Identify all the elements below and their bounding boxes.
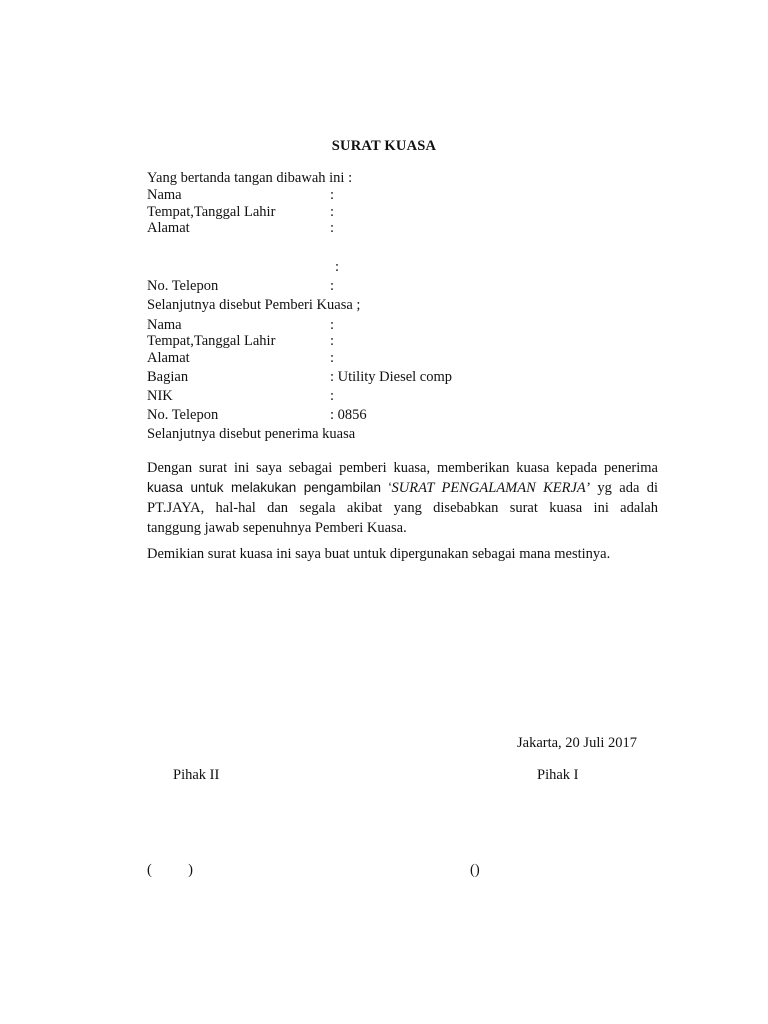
- party-one-label: Pihak I: [537, 767, 579, 783]
- giver-nama-value: :: [330, 187, 335, 203]
- receiver-nik-value: :: [330, 388, 335, 404]
- receiver-nik-row: [147, 388, 334, 405]
- party-two-signature: ( ): [147, 862, 193, 878]
- body-line-3: PT.JAYA, hal-hal dan segala akibat yang disebabkan surat kuasa ini adalah: [147, 500, 658, 516]
- receiver-closing: Selanjutnya disebut penerima kuasa: [147, 426, 356, 442]
- body-line-4: tanggung jawab sepenuhnya Pemberi Kuasa.: [147, 520, 407, 536]
- giver-nama-row: [147, 187, 334, 204]
- receiver-bagian-label: Bagian: [147, 369, 189, 385]
- body-line-2-end: yg ada di: [590, 480, 658, 496]
- giver-nama-label: Nama: [147, 187, 182, 203]
- giver-alamat-continuation: :: [335, 259, 340, 275]
- intro-text: Yang bertanda tangan dibawah ini :: [147, 170, 353, 186]
- receiver-alamat-label: Alamat: [147, 350, 190, 366]
- receiver-telepon-value: : 0856: [330, 407, 367, 423]
- receiver-ttl-value: :: [330, 333, 335, 349]
- giver-alamat-value: :: [330, 220, 335, 236]
- body-line-1: Dengan surat ini saya sebagai pemberi kuasa, memberikan kuasa kepada penerima: [147, 460, 658, 476]
- giver-telepon-value: :: [330, 278, 335, 294]
- receiver-ttl-row: [147, 333, 334, 350]
- giver-closing: Selanjutnya disebut Pemberi Kuasa ;: [147, 297, 361, 313]
- giver-ttl-row: [147, 204, 334, 221]
- giver-alamat-row: [147, 220, 334, 237]
- body-paragraph: [147, 458, 658, 538]
- closing-paragraph: Demikian surat kuasa ini saya buat untuk dipergunakan sebagai mana mestinya.: [147, 546, 611, 562]
- receiver-nama-label: Nama: [147, 317, 182, 333]
- document-title: SURAT KUASA: [331, 138, 437, 154]
- place-date: Jakarta, 20 Juli 2017: [517, 735, 638, 751]
- receiver-alamat-row: [147, 350, 334, 367]
- party-one-signature: (): [470, 862, 480, 878]
- giver-ttl-label: Tempat,Tanggal Lahir: [147, 204, 276, 220]
- party-two-label: Pihak II: [173, 767, 220, 783]
- receiver-ttl-label: Tempat,Tanggal Lahir: [147, 333, 276, 349]
- body-line-2-start: kuasa untuk melakukan pengambilan ‘: [147, 480, 392, 495]
- receiver-telepon-label: No. Telepon: [147, 407, 219, 423]
- giver-telepon-row: [147, 278, 334, 295]
- receiver-bagian-row: [147, 369, 452, 386]
- giver-telepon-label: No. Telepon: [147, 278, 219, 294]
- receiver-alamat-value: :: [330, 350, 335, 366]
- body-line-2: [147, 478, 658, 498]
- receiver-nama-row: [147, 317, 334, 334]
- receiver-nama-value: :: [330, 317, 335, 333]
- receiver-telepon-row: [147, 407, 367, 424]
- receiver-bagian-value: : Utility Diesel comp: [330, 369, 453, 385]
- giver-ttl-value: :: [330, 204, 335, 220]
- body-line-2-emphasis: SURAT PENGALAMAN KERJA’: [391, 480, 591, 496]
- receiver-nik-label: NIK: [147, 388, 173, 404]
- giver-alamat-label: Alamat: [147, 220, 190, 236]
